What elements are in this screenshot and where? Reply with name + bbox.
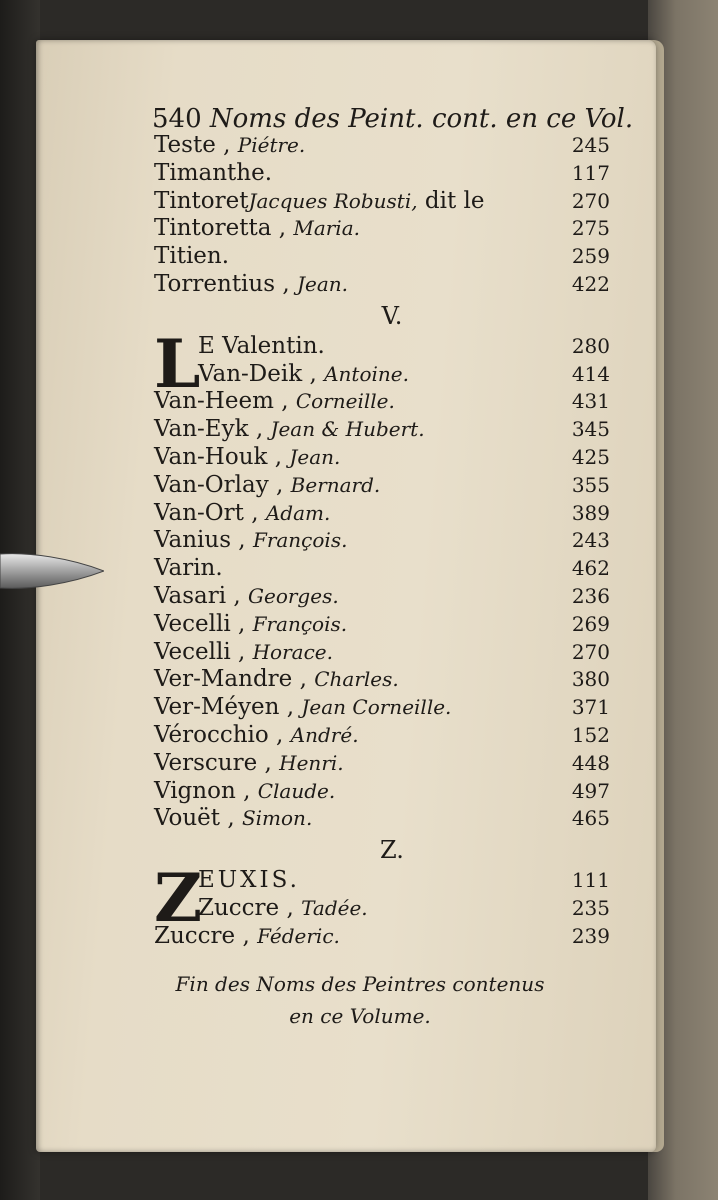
page-pointer-icon <box>0 548 104 594</box>
entry-given-name: Horace. <box>252 639 333 664</box>
entry-page-ref: 275 <box>571 216 610 241</box>
entry-given-name: Henri. <box>279 750 344 775</box>
section-letter-v: V. <box>381 301 403 330</box>
entry-surname: Van-Eyk , <box>154 416 264 443</box>
drop-cap-z: Z <box>154 859 203 938</box>
entry-surname: Ver-Méyen , <box>154 694 295 721</box>
entry-surname: Zuccre , <box>198 894 294 921</box>
colophon <box>150 968 570 1032</box>
index-entry <box>154 243 610 271</box>
entry-surname: Van-Houk , <box>154 443 283 470</box>
entry-surname: Van-Ort , <box>154 499 259 526</box>
entry-given-name: Antoine. <box>324 361 409 386</box>
entry-given-name: Jean. <box>296 271 348 296</box>
entry-surname: Zuccre , <box>154 922 250 949</box>
entry-page-ref: 280 <box>571 333 610 358</box>
index-entry <box>154 188 610 216</box>
entry-surname: Verscure , <box>154 749 272 776</box>
entry-surname: Vecelli , <box>154 638 246 665</box>
entry-surname: Vérocchio , <box>154 721 284 748</box>
entry-given-name: Corneille. <box>295 389 395 414</box>
index-entry <box>154 583 610 611</box>
entry-surname: Van-Heem , <box>154 388 289 415</box>
entry-surname: Vecelli , <box>154 610 246 637</box>
entry-surname: Vasari , <box>154 582 241 609</box>
entry-given-name: Tadée. <box>301 895 368 920</box>
entry-given-name: Adam. <box>265 500 331 525</box>
index-entry <box>154 472 610 500</box>
entry-page-ref: 345 <box>571 417 610 442</box>
index-entry <box>154 639 610 667</box>
entry-page-ref: 462 <box>571 556 610 581</box>
index-entry <box>154 611 610 639</box>
entry-given-name: Georges. <box>248 583 339 608</box>
index-list <box>154 132 610 951</box>
index-entry <box>154 361 610 389</box>
entry-given-name: Jacques Robusti, <box>248 188 418 213</box>
index-entry <box>154 500 610 528</box>
entry-page-ref: 465 <box>571 806 610 831</box>
entry-surname: Vanius , <box>154 527 246 554</box>
page-number: 540 <box>152 104 202 134</box>
entry-surname: Torrentius , <box>154 270 290 297</box>
entry-page-ref: 497 <box>571 778 610 803</box>
index-entry <box>154 444 610 472</box>
entry-given-name: Jean & Hubert. <box>270 417 425 442</box>
entry-page-ref: 422 <box>571 271 610 296</box>
index-entry <box>154 778 610 806</box>
index-entry <box>154 694 610 722</box>
index-entry <box>154 805 610 833</box>
entry-surname: Tintoret <box>154 187 249 214</box>
entry-page-ref: 270 <box>571 639 610 664</box>
entry-page-ref: 355 <box>571 472 610 497</box>
entry-given-name: André. <box>290 722 359 747</box>
entry-given-name: Jean Corneille. <box>301 695 452 720</box>
colophon-line-1: Fin des Noms des Peintres contenus <box>175 972 545 996</box>
index-entry <box>154 722 610 750</box>
entry-surname: Titien. <box>154 243 230 270</box>
entry-page-ref: 152 <box>571 722 610 747</box>
entry-given-name: François. <box>252 611 348 636</box>
colophon-line-2: en ce Volume. <box>289 1004 431 1028</box>
index-entry <box>154 271 610 299</box>
index-entry <box>154 750 610 778</box>
entry-surname: Vignon , <box>154 777 251 804</box>
entry-page-ref: 380 <box>571 667 610 692</box>
entry-page-ref: 236 <box>571 583 610 608</box>
entry-surname: Teste , <box>154 132 231 158</box>
index-entry <box>154 527 610 555</box>
entry-given-name: Féderic. <box>257 923 340 948</box>
entry-page-ref: 269 <box>571 611 610 636</box>
entry-given-name: Simon. <box>241 806 313 831</box>
entry-surname: Van-Deik , <box>198 360 317 387</box>
entry-surname: Van-Orlay , <box>154 471 284 498</box>
entry-page-ref: 389 <box>571 500 610 525</box>
entry-page-ref: 425 <box>571 444 610 469</box>
entry-surname: E Valentin. <box>198 332 325 359</box>
header-title: Noms des Peint. cont. en ce Vol. <box>209 104 634 134</box>
index-entry <box>154 160 610 188</box>
entry-page-ref: 243 <box>571 528 610 553</box>
entry-given-name: Maria. <box>293 216 360 241</box>
running-header <box>152 104 634 134</box>
entry-page-ref: 414 <box>571 361 610 386</box>
entry-page-ref: 259 <box>571 244 610 269</box>
entry-page-ref: 111 <box>571 868 610 893</box>
entry-surname: Timanthe. <box>154 159 273 186</box>
book-cover-left <box>0 0 40 1200</box>
index-entry <box>154 215 610 243</box>
index-entry <box>154 132 610 160</box>
entry-given-name: Piétre. <box>237 133 306 157</box>
entry-surname: Varin. <box>154 555 223 582</box>
index-entry <box>154 867 610 895</box>
index-entry <box>154 666 610 694</box>
entry-page-ref: 117 <box>571 160 610 185</box>
entry-page-ref: 270 <box>571 188 610 213</box>
entry-given-name: Charles. <box>314 667 399 692</box>
entry-page-ref: 431 <box>571 389 610 414</box>
entry-surname: EUXIS. <box>198 867 300 894</box>
index-entry <box>154 923 610 951</box>
entry-given-name: Bernard. <box>290 472 381 497</box>
index-entry <box>154 895 610 923</box>
entry-given-name: Claude. <box>257 778 336 803</box>
drop-cap-l: L <box>154 324 201 403</box>
entry-note: dit le <box>417 187 485 214</box>
entry-page-ref: 239 <box>571 923 610 948</box>
index-entry <box>154 555 610 583</box>
entry-surname: Ver-Mandre , <box>154 666 307 693</box>
entry-page-ref: 245 <box>571 133 610 157</box>
entry-surname: Vouët , <box>154 805 235 832</box>
entry-page-ref: 371 <box>571 695 610 720</box>
entry-given-name: François. <box>252 528 348 553</box>
index-entry <box>154 416 610 444</box>
entry-surname: Tintoretta , <box>154 215 287 242</box>
index-entry <box>154 388 610 416</box>
entry-page-ref: 448 <box>571 750 610 775</box>
section-letter-z: Z. <box>380 836 404 865</box>
entry-page-ref: 235 <box>571 895 610 920</box>
index-entry <box>154 333 610 361</box>
entry-given-name: Jean. <box>289 444 341 469</box>
